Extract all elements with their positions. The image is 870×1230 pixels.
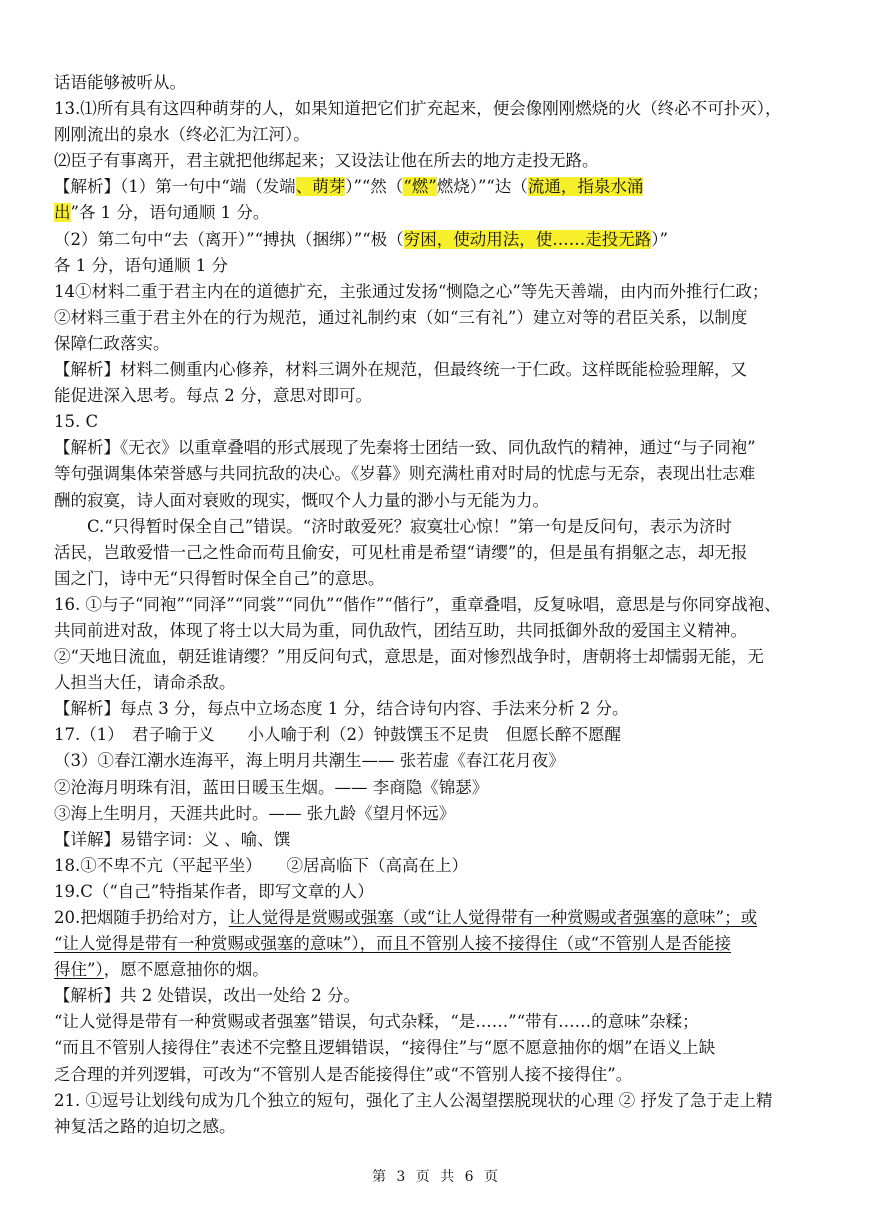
text-line: 神复活之路的迫切之感。 [54, 1116, 236, 1136]
text-line [54, 931, 818, 957]
text-line: 16. ①与子“同袍”“同泽”“同裳”“同仇”“偕作”“偕行”，重章叠唱，反复咏唱，意思是与你同穿战袍、 [54, 594, 781, 614]
text-line [54, 957, 818, 983]
text-line: 国之门，诗中无“只得暂时保全自己”的意思。 [54, 568, 385, 588]
highlighted-text: 出 [54, 203, 71, 223]
text-line: 酬的寂寞，诗人面对衰败的现实，慨叹个人力量的渺小与无能为力。 [54, 490, 549, 510]
text-line: 19.C（“自己”特指某作者，即写文章的人） [54, 881, 374, 901]
text-line: 17.（1） 君子喻于义 小人喻于利（2）钟鼓馔玉不足贵 但愿长醉不愿醒 [54, 725, 621, 745]
text-line: ②材料三重于君主外在的行为规范，通过礼制约束（如“三有礼”）建立对等的君臣关系，以制度 [54, 307, 748, 327]
text-line: ⑵臣子有事离开，君主就把他绑起来；又设法让他在所去的地方走投无路。 [54, 151, 599, 171]
text-line: “而且不管别人接得住”表述不完整且逻辑错误，“接得住”与“愿不愿意抽你的烟”在语义上缺 [54, 1038, 716, 1058]
text-line: ③海上生明月，天涯共此时。—— 张九龄《望月怀远》 [54, 803, 456, 823]
underlined-text: 让人觉得是赏赐或强塞（或“让人觉得带有一种赏赐或者强塞的意味”；或 [228, 908, 758, 927]
text-line: 【解析】共 2 处错误，改出一处给 2 分。 [54, 986, 360, 1006]
text-line: 【解析】每点 3 分，每点中立场态度 1 分，结合诗句内容、手法来分析 2 分。 [54, 699, 629, 719]
text-line: 【详解】易错字词：义 、喻、馔 [54, 829, 291, 849]
text-line: 能促进深入思考。每点 2 分，意思对即可。 [54, 386, 372, 406]
text-line: ②沧海月明珠有泪，蓝田日暖玉生烟。—— 李商隐《锦瑟》 [54, 777, 489, 797]
text-line: （3）①春江潮水连海平，海上明月共潮生—— 张若虚《春江花月夜》 [54, 751, 565, 771]
page-number-footer: 第 3 页 共 6 页 [371, 1169, 499, 1185]
text-line: C.“只得暂时保全自己”错误。“济时敢爱死？寂寞壮心惊！”第一句是反问句，表示为济时 [87, 516, 733, 536]
text-line: “让人觉得是带有一种赏赐或者强塞”错误，句式杂糅，“是……”“带有……的意味”杂糅； [54, 1012, 699, 1032]
highlighted-text: 穷困，使动用法，使……走投无路 [403, 229, 652, 249]
text-line [54, 905, 818, 931]
text-run: ，愿不愿意抽你的烟。 [103, 960, 269, 980]
text-line: 话语能够被听从。 [54, 73, 186, 92]
text-run: 【解析】（1）第一句中“端（发端 [54, 177, 296, 197]
text-line: 人担当大任，请命杀敌。 [54, 673, 236, 693]
text-line: 【解析】材料二侧重内心修养，材料三调外在规范，但最终统一于仁政。这样既能检验理解，又 [54, 360, 747, 380]
text-line: 15. C [54, 412, 99, 432]
highlighted-text: 流通，指泉水涌 [527, 177, 644, 197]
answer-content [54, 70, 818, 1140]
text-run: （2）第二句中“去（离开）”“搏执（捆绑）”“极（ [54, 229, 404, 249]
text-line: ②“天地日流血，朝廷谁请缨？”用反问句式，意思是，面对惨烈战争时，唐朝将士却懦弱无能，无 [54, 647, 764, 667]
text-line: 保障仁政落实。 [54, 333, 170, 353]
text-line: 18.①不卑不亢（平起平坐） ②居高临下（高高在上） [54, 855, 468, 875]
text-run: ”各 1 分，语句通顺 1 分。 [70, 203, 270, 223]
text-line: 14①材料二重于君主内在的道德扩充，主张通过发扬“恻隐之心”等先天善端，由内而外推行仁政； [54, 281, 769, 301]
text-line: 共同前进对敌，体现了将士以大局为重，同仇敌忾，团结互助，共同抵御外敌的爱国主义精神。 [54, 620, 747, 640]
text-line: 等句强调集体荣誉感与共同抗敌的决心。《岁暮》则充满杜甫对时局的忧虑与无奈，表现出壮志难 [54, 464, 756, 484]
text-run: 20.把烟随手扔给对方， [54, 908, 229, 927]
text-line: 各 1 分，语句通顺 1 分 [54, 255, 228, 275]
highlighted-text: “燃” [403, 177, 437, 197]
text-line: 【解析】《无衣》以重章叠唱的形式展现了先秦将士团结一致、同仇敌忾的精神，通过“与子同袍” [54, 438, 756, 458]
text-line [54, 200, 818, 226]
text-run: ）” [651, 229, 668, 249]
text-run: ）”“然（ [345, 177, 404, 197]
text-line [54, 227, 818, 253]
text-line: 13.⑴所有具有这四种萌芽的人，如果知道把它们扩充起来，便会像刚刚燃烧的火（终必不可扑灭）， [54, 99, 782, 119]
text-line: 21. ①逗号让划线句成为几个独立的短句，强化了主人公渴望摆脱现状的心理 ② 抒发了急于走上精 [54, 1090, 773, 1110]
underlined-text: “让人觉得是带有一种赏赐或强塞的意味”），而且不管别人接不接得住（或“不管别人是否能接 [54, 934, 732, 954]
text-line: 刚刚流出的泉水（终必汇为江河）。 [54, 125, 310, 145]
text-line: 乏合理的并列逻辑，可改为“不管别人是否能接得住”或“不管别人接不接得住”。 [54, 1064, 633, 1084]
highlighted-text: 、萌芽 [295, 177, 346, 197]
text-run: 燃烧）”“达（ [436, 177, 528, 197]
text-line: 活民，岂敢爱惜一己之性命而苟且偷安，可见杜甫是希望“请缨”的，但是虽有捐躯之志，却无报 [54, 542, 748, 562]
text-line [54, 174, 818, 200]
underlined-text: 得住”） [54, 960, 104, 980]
